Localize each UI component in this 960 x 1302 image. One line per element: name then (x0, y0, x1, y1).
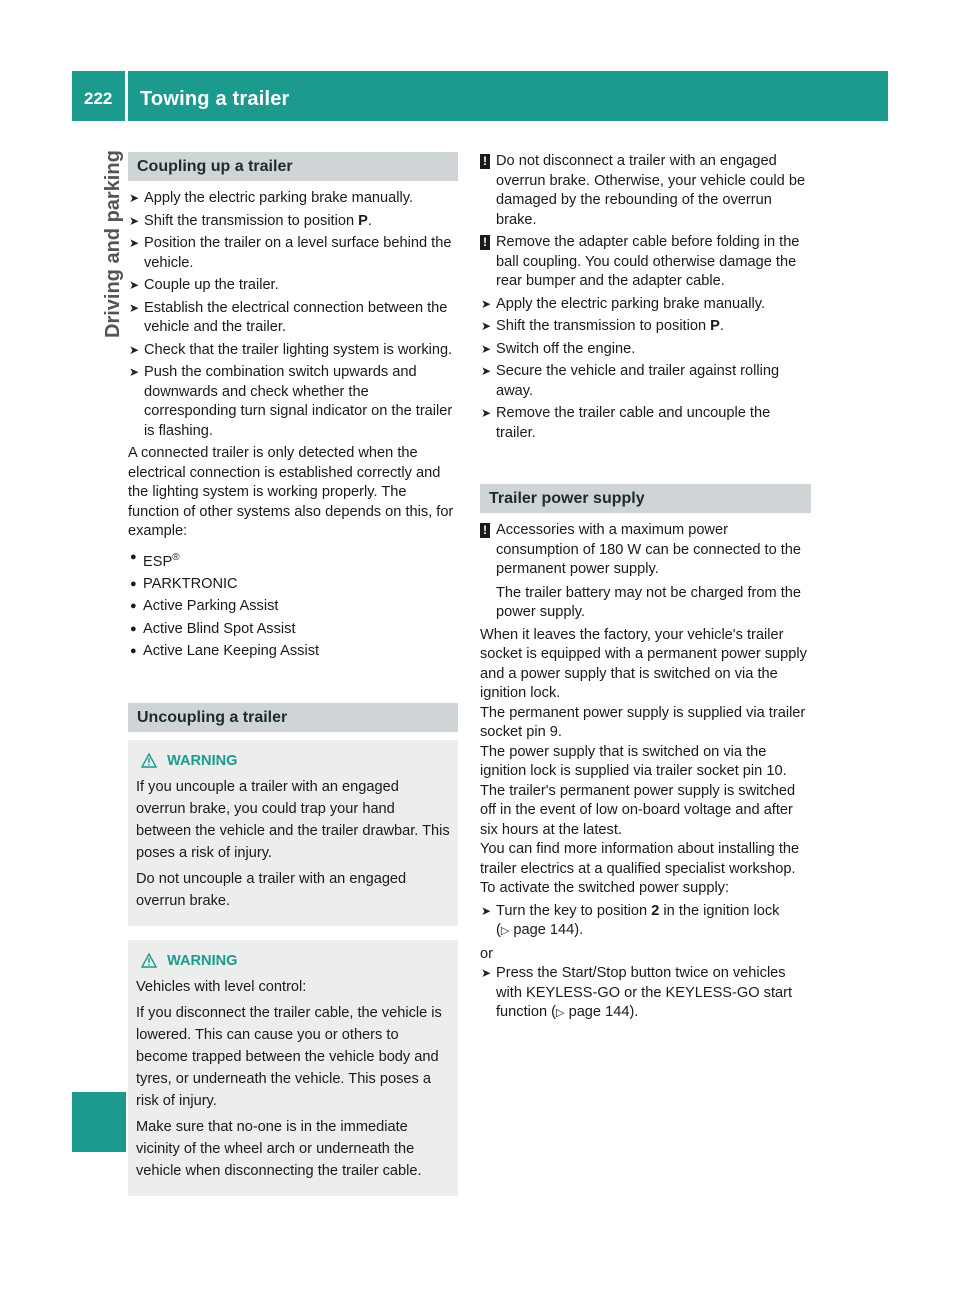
paragraph: The power supply that is switched on via the ignition lock is supplied via trailer socket pin 10. (480, 743, 787, 779)
list-item: ● Active Lane Keeping Assist (130, 643, 320, 660)
exclamation-icon: ! (480, 235, 490, 250)
step: ➤ Push the combination switch upwards and downwards and check whether the corresponding turn signal indicator on the trailer is flashing. (129, 364, 453, 439)
arrow-icon: ➤ (481, 903, 492, 918)
exclamation-icon: ! (480, 523, 490, 538)
paragraph: To activate the switched power supply: (480, 880, 730, 896)
warning-label: WARNING (167, 752, 238, 769)
arrow-icon: ➤ (129, 236, 140, 250)
step: ➤ Secure the vehicle and trailer against rolling away. (481, 363, 780, 399)
list-item: ● Active Parking Assist (130, 598, 279, 615)
section-heading-power-supply: Trailer power supply (480, 484, 811, 513)
list-item: ● Active Blind Spot Assist (130, 620, 296, 637)
arrow-icon: ➤ (129, 213, 140, 228)
right-column (480, 152, 811, 1027)
arrow-icon: ➤ (129, 365, 140, 379)
notice: ! Accessories with a maximum power consumption of 180 W can be connected to the permanent power supply. The trailer battery may not be charged from the power supply. (480, 521, 811, 623)
warning-triangle-icon (141, 953, 157, 968)
chapter-marker (72, 1092, 126, 1152)
section-heading-uncoupling: Uncoupling a trailer (128, 703, 458, 732)
step: ➤ Turn the key to position 2 in the ignition lock (▷ page 144). (481, 902, 780, 938)
arrow-icon: ➤ (129, 191, 140, 205)
paragraph: The permanent power supply is supplied via trailer socket pin 9. (480, 704, 806, 740)
arrow-icon: ➤ (481, 966, 492, 980)
page-reference-icon: ▷ (556, 1007, 565, 1019)
arrow-icon: ➤ (481, 296, 492, 311)
exclamation-icon: ! (480, 154, 490, 169)
warning-triangle-icon (141, 753, 157, 768)
step: ➤ Press the Start/Stop button twice on vehicles with KEYLESS-GO or the KEYLESS-GO start function (▷ page 144). (481, 965, 793, 1020)
step: ➤ Apply the electric parking brake manually. (480, 295, 811, 315)
warning-box (128, 940, 458, 1196)
step: ➤ Apply the electric parking brake manually. (128, 189, 458, 209)
arrow-icon: ➤ (481, 406, 492, 420)
step: ➤ Couple up the trailer. (128, 276, 458, 296)
chapter-label: Driving and parking (102, 150, 124, 338)
paragraph: You can find more information about installing the trailer electrics at a qualified specialist workshop. (480, 841, 800, 877)
page-link[interactable]: page 144). (513, 922, 584, 938)
step: ➤ Establish the electrical connection between the vehicle and the trailer. (129, 299, 448, 335)
paragraph: When it leaves the factory, your vehicle's trailer socket is equipped with a permanent power supply and a power supply that is switched on via the ignition lock. (480, 626, 807, 701)
step: ➤ Remove the trailer cable and uncouple the trailer. (481, 405, 771, 441)
warning-text: If you disconnect the trailer cable, the vehicle is lowered. This can cause you or others to become trapped between the vehicle body and tyres, or underneath the vehicle. This poses a risk of injury. (136, 1004, 442, 1109)
arrow-icon: ➤ (481, 341, 492, 356)
page-number: 222 (84, 89, 113, 108)
list-item: ● PARKTRONIC (130, 575, 238, 592)
page-reference-icon: ▷ (500, 925, 510, 937)
page-title: Towing a trailer (140, 88, 290, 110)
warning-box (128, 740, 458, 926)
warning-text: Do not uncouple a trailer with an engaged overrun brake. (136, 870, 407, 909)
step: ➤ Shift the transmission to position P. (480, 317, 811, 337)
step: ➤ Shift the transmission to position P. (128, 212, 458, 232)
header-divider (125, 71, 128, 121)
warning-text: Vehicles with level control: (136, 978, 307, 995)
arrow-icon: ➤ (481, 319, 492, 333)
page-link[interactable]: page 144). (568, 1004, 639, 1020)
arrow-icon: ➤ (129, 278, 140, 292)
paragraph: The trailer's permanent power supply is switched off in the event of low on-board voltage and after six hours at the latest. (480, 782, 796, 838)
step: ➤ Switch off the engine. (480, 340, 811, 360)
arrow-icon: ➤ (481, 364, 492, 378)
arrow-icon: ➤ (129, 300, 140, 315)
section-heading-coupling: Coupling up a trailer (128, 152, 458, 181)
paragraph: or (480, 945, 493, 962)
notice: ! Remove the adapter cable before folding in the ball coupling. You could otherwise damage the rear bumper and the adapter cable. (480, 233, 811, 292)
paragraph: A connected trailer is only detected when the electrical connection is established correctly and the lighting system is working properly. The function of other systems also depends on this, for example: (128, 445, 454, 539)
warning-text: Make sure that no-one is in the immediate vicinity of the wheel arch or underneath the vehicle when disconnecting the trailer cable. (136, 1118, 422, 1179)
list-item: ● ESP® (130, 550, 180, 570)
warning-text: If you uncouple a trailer with an engaged overrun brake, you could trap your hand between the vehicle and the trailer drawbar. This poses a risk of injury. (136, 778, 450, 861)
step: ➤ Position the trailer on a level surface behind the vehicle. (129, 235, 452, 271)
notice: ! Do not disconnect a trailer with an engaged overrun brake. Otherwise, your vehicle could be damaged by the rebounding of the overrun brake. (480, 152, 811, 230)
left-column (128, 152, 458, 1196)
warning-label: WARNING (167, 952, 238, 969)
arrow-icon: ➤ (129, 342, 140, 357)
step: ➤ Check that the trailer lighting system is working. (128, 341, 458, 361)
chapter-tab (84, 130, 124, 340)
